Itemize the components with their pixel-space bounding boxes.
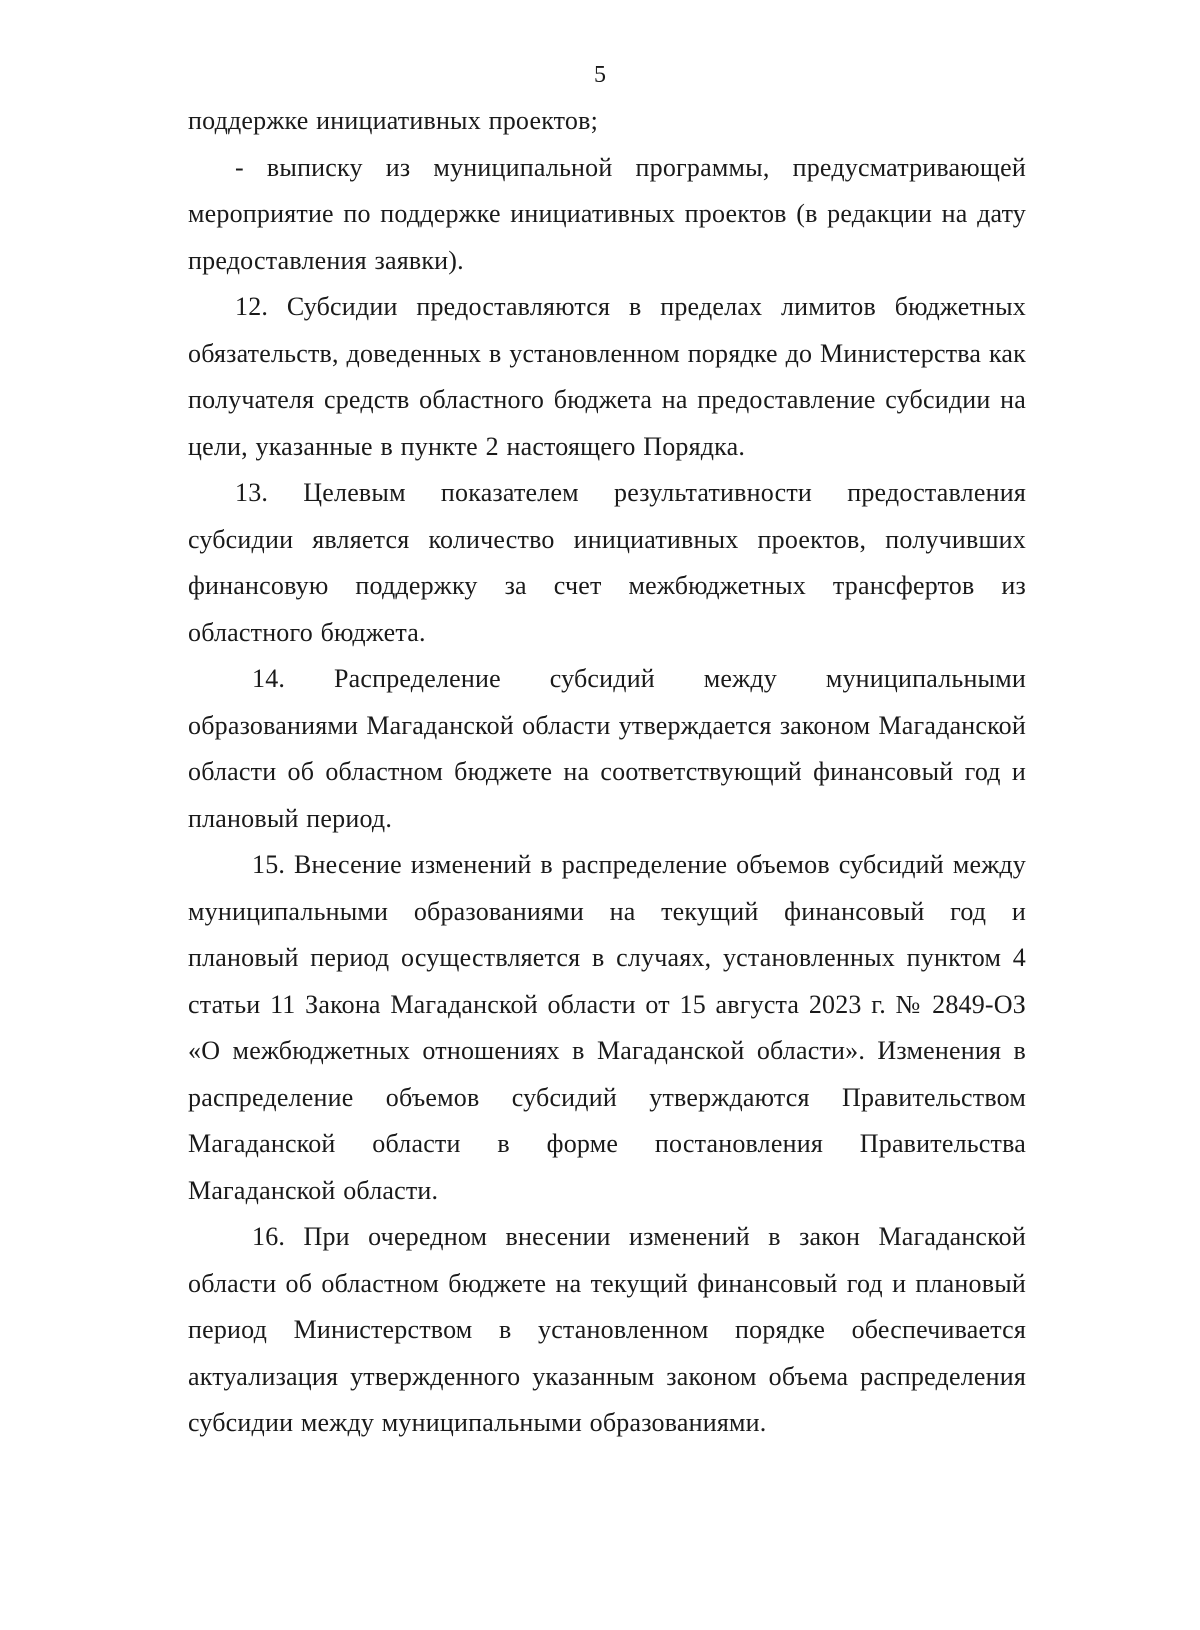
paragraph-list-item: - выписку из муниципальной программы, предусматривающей мероприятие по поддержке инициативных проектов (в редакции на дату предоставления заявки).: [188, 152, 1026, 275]
page-number: 5: [594, 62, 606, 88]
paragraph-clause-15: 15. Внесение изменений в распределение объемов субсидий между муниципальными образованиями на текущий финансовый год и плановый период осуществляется в случаях, установленных пунктом 4 статьи 11 Закона Магаданской области от 15 августа 2023 г. № 2849-ОЗ «О межбюджетных отношениях в Магаданской области». Изменения в распределение объемов субсидий утверждаются Правительством Магаданской области в форме постановления Правительства Магаданской области.: [188, 850, 1026, 1205]
paragraph-clause-13: 13. Целевым показателем результативности предоставления субсидии является количество инициативных проектов, получивших финансовую поддержку за счет межбюджетных трансфертов из областного бюджета.: [188, 478, 1026, 647]
paragraph-clause-12: 12. Субсидии предоставляются в пределах лимитов бюджетных обязательств, доведенных в установленном порядке до Министерства как получателя средств областного бюджета на предоставление субсидии на цели, указанные в пункте 2 настоящего Порядка.: [188, 292, 1026, 461]
paragraph-continuation: поддержке инициативных проектов;: [188, 106, 599, 135]
document-body: [188, 98, 1026, 1447]
paragraph-clause-16: 16. При очередном внесении изменений в закон Магаданской области об областном бюджете на текущий финансовый год и плановый период Министерством в установленном порядке обеспечивается актуализация утвержденного указанным законом объема распределения субсидии между муниципальными образованиями.: [188, 1222, 1026, 1437]
paragraph-clause-14: 14. Распределение субсидий между муниципальными образованиями Магаданской области утверждается законом Магаданской области об областном бюджете на соответствующий финансовый год и плановый период.: [188, 664, 1026, 833]
